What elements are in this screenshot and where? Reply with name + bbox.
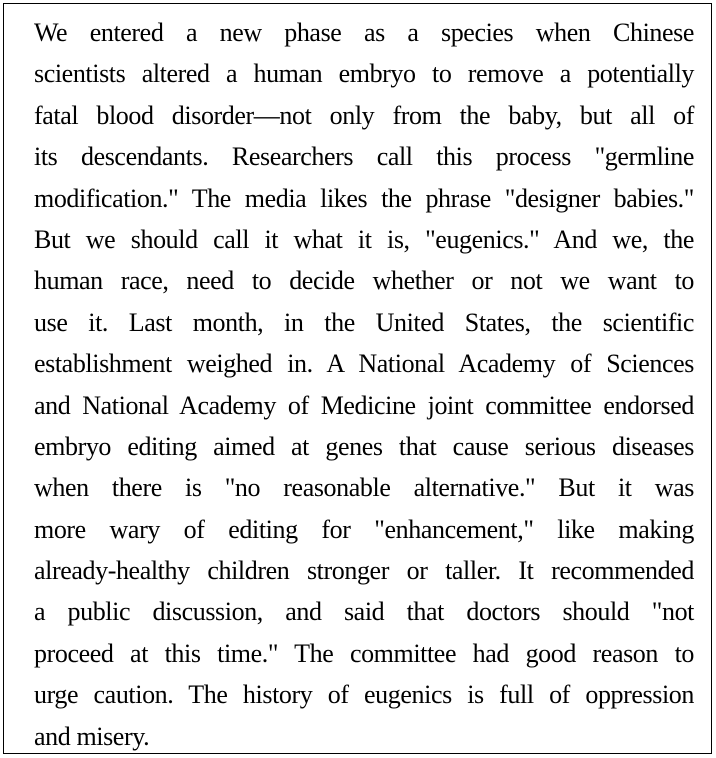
passage-line: and misery.: [34, 721, 150, 751]
passage-box: [3, 3, 712, 754]
passage-line: when there is "no reasonable alternative." But it was: [34, 473, 694, 503]
passage-line: establishment weighed in. A National Academy of Sciences: [34, 349, 694, 379]
passage-line: already-healthy children stronger or taller. It recommended: [34, 556, 694, 586]
passage-line: We entered a new phase as a species when Chinese: [34, 18, 694, 47]
passage-line: But we should call it what it is, "eugenics." And we, the: [34, 224, 694, 254]
passage-line: its descendants. Researchers call this process "germline: [34, 142, 694, 172]
passage-line: scientists altered a human embryo to remove a potentially: [34, 59, 694, 89]
passage-line: a public discussion, and said that doctors should "not: [34, 597, 694, 627]
passage-line: use it. Last month, in the United States, the scientific: [34, 307, 694, 337]
passage-line: human race, need to decide whether or not we want to: [34, 266, 694, 296]
passage-line: modification." The media likes the phrase "designer babies.": [34, 183, 694, 213]
passage-text: [34, 12, 694, 757]
passage-line: embryo editing aimed at genes that cause serious diseases: [34, 431, 694, 461]
passage-line: fatal blood disorder—not only from the baby, but all of: [34, 100, 694, 130]
passage-line: proceed at this time." The committee had good reason to: [34, 638, 694, 668]
passage-line: more wary of editing for "enhancement," like making: [34, 514, 694, 544]
passage-line: urge caution. The history of eugenics is full of oppression: [34, 680, 694, 710]
passage-line: and National Academy of Medicine joint committee endorsed: [34, 390, 694, 420]
